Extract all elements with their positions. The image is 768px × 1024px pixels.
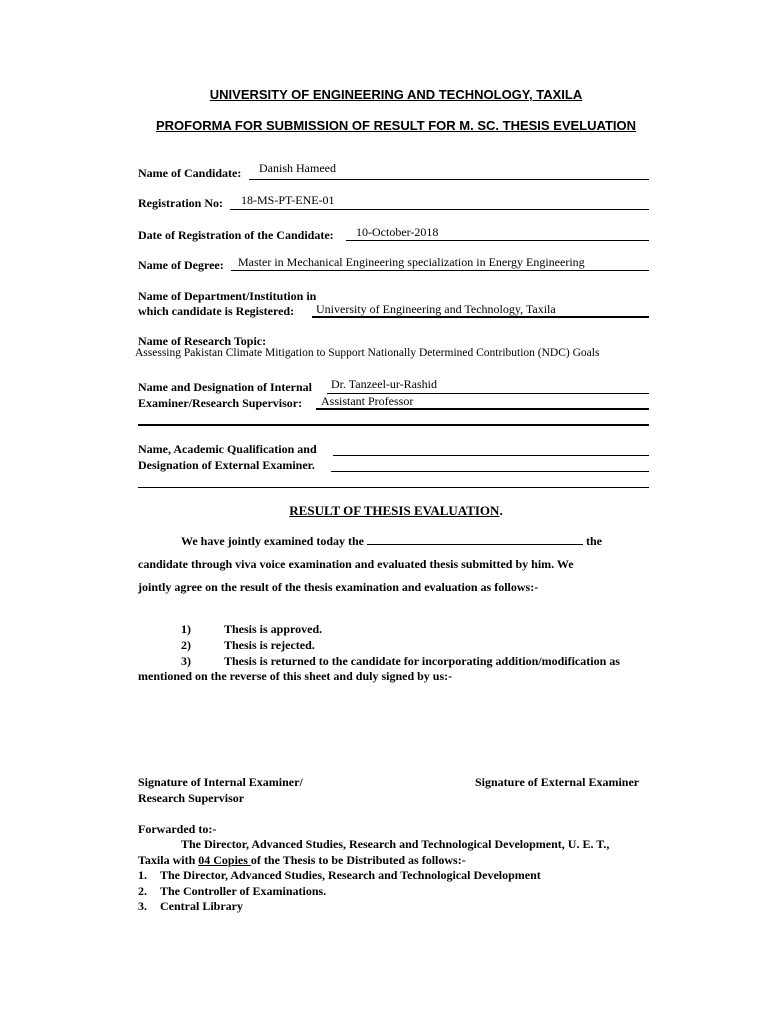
option-3-cont: mentioned on the reverse of this sheet and duly signed by us:- [138,669,453,683]
external-line-2 [331,471,649,472]
option-2-num: 2) [181,638,191,652]
result-heading-text: RESULT OF THESIS EVALUATION [289,503,500,518]
degree-label: Name of Degree: [138,258,224,272]
forward-list-3-text: Central Library [160,899,243,913]
result-para-1a: We have jointly examined today the [181,534,364,548]
result-para-1b: the [586,534,602,548]
candidate-line [249,179,649,180]
option-2-text: Thesis is rejected. [224,638,315,652]
option-1-text: Thesis is approved. [224,622,323,636]
forward-list-1-text: The Director, Advanced Studies, Research and Technological Development [160,868,541,882]
registration-value: 18-MS-PT-ENE-01 [241,193,335,207]
university-title: UNIVERSITY OF ENGINEERING AND TECHNOLOGY, TAXILA [209,87,583,102]
exam-date-blank [367,534,583,545]
forward-list-3-num: 3. [138,899,147,913]
forward-list-1-num: 1. [138,868,147,882]
internal-name: Dr. Tanzeel-ur-Rashid [331,377,437,391]
forward-line-2 [138,853,466,868]
forward-copies: 04 Copies [198,853,251,867]
department-label-2: which candidate is Registered: [138,304,295,318]
forward-label: Forwarded to:- [138,822,217,836]
option-1-num: 1) [181,622,191,636]
reg-date-value: 10-October-2018 [356,225,439,239]
proforma-title: PROFORMA FOR SUBMISSION OF RESULT FOR M. SC. THESIS EVELUATION [155,118,637,133]
external-line-3 [138,487,649,488]
registration-label: Registration No: [138,196,223,210]
result-para-3: jointly agree on the result of the thesis examination and evaluation as follows:- [138,580,539,594]
internal-designation-line [316,408,649,410]
candidate-label: Name of Candidate: [138,166,242,180]
internal-label-2: Examiner/Research Supervisor: [138,396,303,410]
forward-list-2-num: 2. [138,884,147,898]
sig-external: Signature of External Examiner [475,775,640,789]
degree-line [231,270,649,271]
department-value: University of Engineering and Technology, Taxila [316,302,556,316]
department-label-1: Name of Department/Institution in [138,289,317,303]
forward-line-2c: of the Thesis to be Distributed as follows:- [250,853,466,867]
forward-line-2a: Taxila with [138,853,199,867]
option-3-text: Thesis is returned to the candidate for incorporating addition/modification as [224,654,620,668]
external-label-1: Name, Academic Qualification and [138,442,317,456]
sig-internal-1: Signature of Internal Examiner/ [138,775,303,789]
result-heading [0,503,768,519]
internal-label-1: Name and Designation of Internal [138,380,313,394]
candidate-value: Danish Hameed [259,161,336,175]
internal-designation: Assistant Professor [321,394,414,408]
option-3-num: 3) [181,654,191,668]
result-para-2: candidate through viva voice examination and evaluated thesis submitted by him. We [138,557,574,571]
registration-line [230,209,649,210]
result-heading-period: . [499,503,503,518]
forward-list-2-text: The Controller of Examinations. [160,884,327,898]
reg-date-label: Date of Registration of the Candidate: [138,228,334,242]
topic-value: Assessing Pakistan Climate Mitigation to Support Nationally Determined Contribution (NDC) Goals [135,347,600,359]
internal-extra-line [138,424,649,426]
result-para-1 [181,534,602,549]
forward-line-1: The Director, Advanced Studies, Research and Technological Development, U. E. T., [181,837,610,851]
department-line [312,316,649,318]
external-line-1 [333,455,649,456]
sig-internal-2: Research Supervisor [138,791,245,805]
reg-date-line [346,240,649,241]
degree-value: Master in Mechanical Engineering specialization in Energy Engineering [238,255,585,269]
topic-label: Name of Research Topic: [138,334,267,348]
external-label-2: Designation of External Examiner. [138,458,315,472]
